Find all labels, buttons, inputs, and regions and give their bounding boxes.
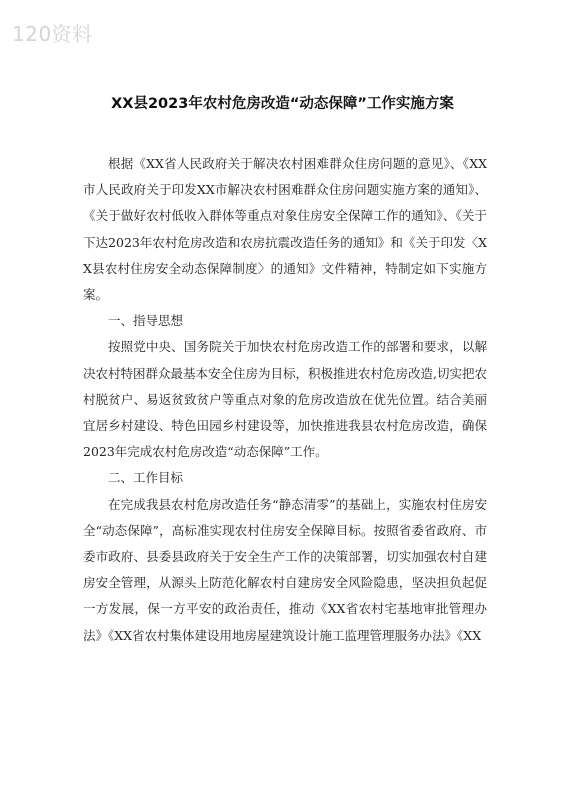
section-body-guiding-ideology: 按照党中央、国务院关于加快农村危房改造工作的部署和要求，以解决农村特困群众最基本安全住房为目标，积极推进农村危房改造,切实把农村脱贫户、易返贫致贫户等重点对象的危房改造放在优先位置。结合美丽宜居乡村建设、特色田园乡村建设等，加快推进我县农村危房改造，确保2023年完成农村危房改造“动态保障”工作。 <box>83 339 487 460</box>
document-body <box>83 151 487 649</box>
watermark-text: 120资料 <box>12 22 93 46</box>
intro-paragraph: 根据《XX省人民政府关于解决农村困难群众住房问题的意见》、《XX市人民政府关于印发XX市解决农村困难群众住房问题实施方案的通知》、《关于做好农村低收入群体等重点对象住房安全保障工作的通知》、《关于下达2023年农村危房改造和农房抗震改造任务的通知》和《关于印发〈XX县农村住房安全动态保障制度〉的通知》文件精神，特制定如下实施方案。 <box>83 156 487 303</box>
section-body-work-goals: 在完成我县农村危房改造任务“静态清零”的基础上，实施农村住房安全“动态保障”，高标准实现农村住房安全保障目标。按照省委省政府、市委市政府、县委县政府关于安全生产工作的决策部署，切实加强农村自建房安全管理，从源头上防范化解农村自建房安全风险隐患，坚决担负起促一方发展，保一方平安的政治责任，推动《XX省农村宅基地审批管理办法》《XX省农村集体建设用地房屋建筑设计施工监理管理服务办法》《XX <box>83 496 487 643</box>
section-heading-work-goals: 二、工作目标 <box>108 470 184 486</box>
section-heading-guiding-ideology: 一、指导思想 <box>108 313 184 329</box>
document-title: XX县2023年农村危房改造“动态保障”工作实施方案 <box>111 96 454 112</box>
